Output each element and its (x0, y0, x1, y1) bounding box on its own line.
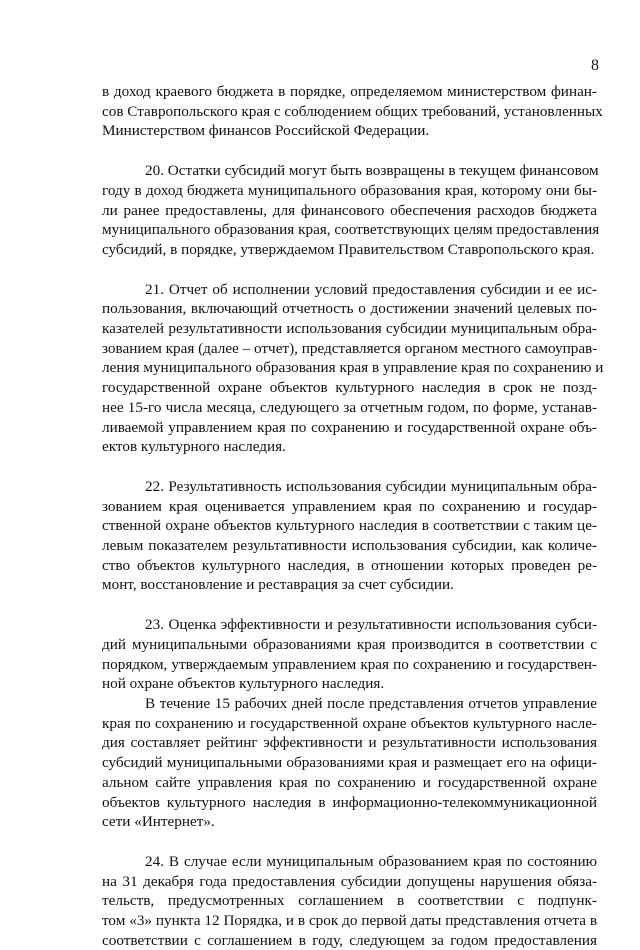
text-line: 21. Отчет об исполнении условий предоставления субсидии и ее ис- (145, 280, 597, 298)
text-line: государственной охране объектов культурного наследия в срок не позд- (102, 379, 597, 397)
page-number: 8 (591, 57, 599, 74)
text-line: 24. В случае если муниципальным образованием края по состоянию (145, 852, 597, 870)
text-line: том «3» пункта 12 Порядка, и в срок до первой даты представления отчета в (102, 912, 597, 930)
text-line: ливаемой управлением края по сохранению и государственной охране объ- (102, 418, 597, 436)
text-line: ственной охране объектов культурного наследия в соответствии с таким це- (102, 517, 597, 535)
text-line: ли ранее предоставлены, для финансового обеспечения расходов бюджета (102, 201, 597, 219)
text-line: В течение 15 рабочих дней после представления отчетов управление (145, 694, 597, 712)
text-line: зованием края (далее – отчет), представляется органом местного самоуправ- (102, 339, 598, 357)
paragraph-24 (102, 852, 597, 950)
text-line: края по сохранению и государственной охране объектов культурного насле- (102, 714, 597, 732)
text-line: монт, восстановление и реставрация за счет субсидии. (102, 576, 454, 594)
text-line: порядком, утверждаемым управлением края по сохранению и государствен- (102, 655, 597, 673)
text-line: субсидий муниципальными образованиями края и размещает его на офици- (102, 754, 597, 772)
text-line: ство объектов культурного наследия, в отношении которых проведен ре- (102, 556, 597, 574)
text-line: дия составляет рейтинг эффективности и результативности использования (102, 734, 597, 752)
text-line: объектов культурного наследия в информационно-телекоммуникационной (102, 793, 597, 811)
document-body (102, 82, 604, 950)
text-line: левым показателем результативности использования субсидии, как количе- (102, 537, 597, 555)
text-line: пользования, включающий отчетность о достижении значений целевых по- (102, 300, 597, 318)
paragraph-continuation (102, 82, 603, 141)
text-line: тельств, предусмотренных соглашением в соответствии с подпунк- (102, 892, 597, 910)
paragraph-21 (102, 280, 604, 457)
text-line: сов Ставропольского края с соблюдением общих требований, установленных (102, 102, 603, 120)
text-line: 22. Результативность использования субсидии муниципальным обра- (145, 477, 597, 495)
text-line: ной охране объектов культурного наследия. (102, 675, 385, 693)
text-line: муниципального образования края, соответствующих целям предоставления (102, 221, 600, 239)
text-line: дий муниципальными образованиями края производится в соответствии с (102, 635, 597, 653)
text-line: на 31 декабря года предоставления субсидии допущены нарушения обяза- (102, 872, 597, 890)
paragraph-23-continued (102, 694, 597, 832)
text-line: году в доход бюджета муниципального образования края, которому они бы- (102, 181, 597, 199)
text-line: казателей результативности использования субсидии муниципальным обра- (102, 320, 597, 338)
paragraph-20 (102, 161, 600, 260)
text-line: ления муниципального образования края в управление края по сохранению и (102, 359, 604, 377)
text-line: Министерством финансов Российской Федерации. (102, 122, 430, 140)
paragraph-22 (102, 477, 597, 595)
text-line: альном сайте управления края по сохранению и государственной охране (102, 773, 597, 791)
text-line: 20. Остатки субсидий могут быть возвращены в текущем финансовом (145, 162, 599, 180)
text-line: соответствии с соглашением в году, следующем за годом предоставления (102, 931, 597, 949)
text-line: зованием края оценивается управлением края по сохранению и государ- (102, 497, 597, 515)
text-line: в доход краевого бюджета в порядке, определяемом министерством финан- (102, 83, 597, 100)
text-line: нее 15-го числа месяца, следующего за отчетным годом, по форме, устанав- (102, 398, 597, 416)
text-line: 23. Оценка эффективности и результативности использования субси- (145, 616, 597, 634)
paragraph-23 (102, 615, 597, 694)
text-line: сети «Интернет». (102, 813, 215, 831)
text-line: ектов культурного наследия. (102, 438, 286, 456)
text-line: субсидий, в порядке, утверждаемом Правительством Ставропольского края. (102, 240, 595, 258)
